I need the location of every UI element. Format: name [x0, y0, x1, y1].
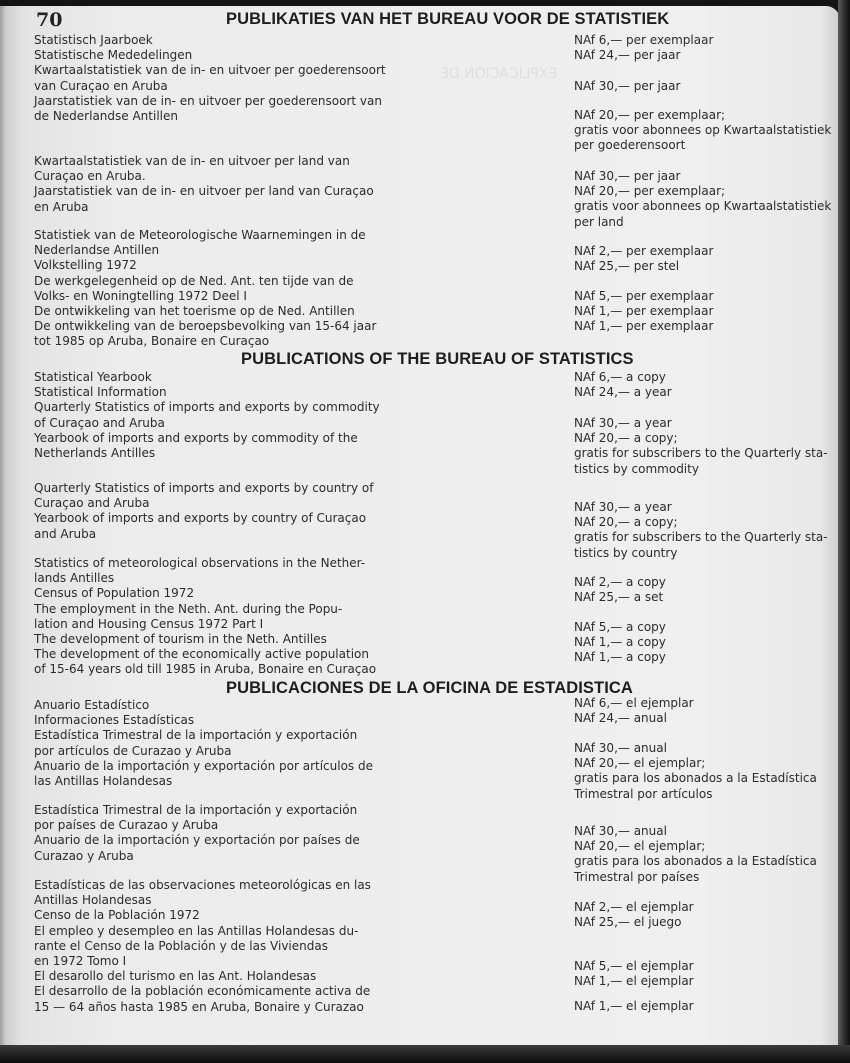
price-line: NAf 24,— anual: [574, 711, 667, 726]
section-title-dutch: PUBLIKATIES VAN HET BUREAU VOOR DE STATISTIEK: [226, 10, 670, 28]
price-note: tistics by commodity: [574, 461, 699, 476]
publication-title: Estadística Trimestral de la importación y exportación: [34, 728, 358, 743]
english-price-block-5: [574, 620, 850, 666]
price-line: NAf 2,— el ejemplar: [574, 900, 694, 914]
price-line: NAf 6,— el ejemplar: [574, 696, 694, 710]
publication-title: en 1972 Tomo I: [34, 953, 127, 968]
publication-title: Netherlands Antilles: [34, 445, 156, 460]
spanish-publication-list-1: [34, 698, 404, 789]
price-line: NAf 24,— per jaar: [574, 48, 681, 63]
price-line: NAf 1,— a copy: [574, 635, 666, 650]
publication-title: of 15-64 years old till 1985 in Aruba, Bonaire en Curaçao: [34, 662, 377, 677]
dutch-price-block-5: [574, 244, 850, 274]
publication-title: Census of Population 1972: [34, 586, 195, 601]
price-line: NAf 30,— per jaar: [574, 79, 681, 93]
publication-title: Statistische Mededelingen: [34, 48, 193, 63]
publication-title: Statistiek van de Meteorologische Waarnemingen in de: [34, 228, 366, 242]
publication-title: lands Antilles: [34, 571, 115, 586]
price-note: tistics by country: [574, 545, 678, 560]
price-line: NAf 5,— a copy: [574, 620, 666, 634]
price-line: NAf 1,— a copy: [574, 650, 666, 665]
publication-title: Statistical Information: [34, 385, 167, 400]
dutch-price-block-1: [574, 33, 850, 63]
publication-title: tot 1985 op Aruba, Bonaire en Curaçao: [34, 334, 270, 349]
price-line: NAf 30,— per jaar: [574, 169, 681, 183]
publication-title: Antillas Holandesas: [34, 893, 152, 908]
spanish-publication-list-3: [34, 878, 404, 1015]
price-line: NAf 1,— el ejemplar: [574, 999, 694, 1013]
publication-title: Volkstelling 1972: [34, 258, 137, 273]
publication-title: El desarrollo de la población económicamente activa de: [34, 984, 371, 999]
price-note: gratis for subscribers to the Quarterly sta-: [574, 446, 828, 461]
spanish-price-block-4: [574, 900, 850, 930]
price-line: NAf 5,— per exemplaar: [574, 289, 714, 303]
price-line: NAf 1,— per exemplaar: [574, 304, 714, 319]
publication-title: Curaçao en Aruba.: [34, 169, 146, 184]
price-note: gratis para los abonados a la Estadística: [574, 771, 817, 786]
price-line: NAf 20,— per exemplaar;: [574, 184, 726, 199]
price-line: NAf 20,— per exemplaar;: [574, 108, 726, 122]
publication-title: Quarterly Statistics of imports and exports by commodity: [34, 400, 380, 415]
price-line: NAf 30,— a year: [574, 416, 672, 430]
publication-title: Censo de la Población 1972: [34, 908, 200, 923]
price-line: NAf 25,— a set: [574, 590, 664, 605]
price-line: NAf 6,— per exemplaar: [574, 33, 714, 47]
publication-title: Informaciones Estadísticas: [34, 713, 195, 728]
english-publication-list-3: [34, 556, 404, 678]
price-note: Trimestral por artículos: [574, 786, 713, 801]
publication-title: 15 — 64 años hasta 1985 en Aruba, Bonaire y Curazao: [34, 999, 364, 1014]
publication-title: por países de Curazao y Aruba: [34, 818, 219, 833]
publication-title: of Curaçao and Aruba: [34, 415, 165, 430]
price-note: gratis for subscribers to the Quarterly sta-: [574, 530, 828, 545]
english-publication-list-1: [34, 370, 404, 461]
price-line: NAf 30,— anual: [574, 824, 667, 838]
english-price-block-3: [574, 500, 850, 561]
publication-title: Anuario de la importación y exportación por países de: [34, 833, 360, 848]
price-line: NAf 1,— per exemplaar: [574, 319, 714, 334]
price-line: NAf 20,— a copy;: [574, 515, 678, 530]
spanish-price-block-3: [574, 824, 850, 885]
publication-title: rante el Censo de la Población y de las Viviendas: [34, 938, 328, 953]
price-line: NAf 25,— per stel: [574, 259, 680, 274]
price-line: NAf 30,— a year: [574, 500, 672, 514]
price-note: per goederensoort: [574, 138, 686, 153]
spanish-price-block-2: [574, 741, 850, 802]
price-note: per land: [574, 214, 624, 229]
publication-title: Kwartaalstatistiek van de in- en uitvoer per land van: [34, 154, 350, 168]
price-line: NAf 20,— a copy;: [574, 431, 678, 446]
english-price-block-2: [574, 416, 850, 477]
publication-title: Quarterly Statistics of imports and exports by country of: [34, 481, 374, 495]
price-line: NAf 5,— el ejemplar: [574, 959, 694, 973]
price-line: NAf 2,— per exemplaar: [574, 244, 714, 258]
publication-title: por artículos de Curazao y Aruba: [34, 743, 232, 758]
spanish-price-block-5: [574, 959, 850, 989]
publication-title: De ontwikkeling van het toerisme op de Ned. Antillen: [34, 303, 355, 318]
dutch-publication-list-1: [34, 33, 404, 124]
book-page: [0, 6, 840, 1048]
publication-title: Curazao y Aruba: [34, 848, 134, 863]
spanish-price-block-1: [574, 696, 850, 726]
publication-title: Anuario de la importación y exportación por artículos de: [34, 758, 373, 773]
publication-title: de Nederlandse Antillen: [34, 108, 178, 123]
price-line: NAf 25,— el juego: [574, 915, 682, 930]
publication-title: van Curaçao en Aruba: [34, 78, 168, 93]
publication-title: The development of the economically active population: [34, 647, 369, 662]
dutch-price-block-3: [574, 108, 850, 154]
price-line: NAf 6,— a copy: [574, 370, 666, 384]
publication-title: El empleo y desempleo en las Antillas Holandesas du-: [34, 923, 359, 938]
publication-title: Curaçao and Aruba: [34, 496, 150, 511]
publication-title: and Aruba: [34, 526, 97, 541]
publication-title: Anuario Estadístico: [34, 698, 150, 712]
price-line: NAf 24,— a year: [574, 385, 672, 400]
price-line: NAf 20,— el ejemplar;: [574, 839, 706, 854]
scan-bottom-edge: [0, 1045, 850, 1063]
bleed-through-text: EXPLICACION DE: [440, 66, 558, 82]
dutch-price-block-6: [574, 289, 850, 335]
publication-title: Volks- en Woningtelling 1972 Deel I: [34, 288, 247, 303]
section-title-spanish: PUBLICACIONES DE LA OFICINA DE ESTADISTICA: [226, 679, 633, 697]
publication-title: Kwartaalstatistiek van de in- en uitvoer per goederensoort: [34, 63, 386, 78]
price-line: NAf 20,— el ejemplar;: [574, 756, 706, 771]
publication-title: lation and Housing Census 1972 Part I: [34, 616, 264, 631]
dutch-price-block-2: [574, 79, 850, 94]
english-publication-list-2: [34, 481, 404, 542]
publication-title: Statistics of meteorological observations in the Nether-: [34, 556, 366, 570]
price-note: Trimestral por países: [574, 869, 700, 884]
publication-title: De ontwikkeling van de beroepsbevolking van 15-64 jaar: [34, 319, 377, 334]
publication-title: El desarollo del turismo en las Ant. Holandesas: [34, 969, 317, 984]
publication-title: Yearbook of imports and exports by commodity of the: [34, 430, 358, 445]
english-price-block-4: [574, 575, 850, 605]
dutch-publication-list-2: [34, 154, 404, 215]
price-line: NAf 1,— el ejemplar: [574, 974, 694, 989]
price-note: gratis voor abonnees op Kwartaalstatistiek: [574, 199, 832, 214]
dutch-price-block-4: [574, 169, 850, 230]
publication-title: Statistical Yearbook: [34, 370, 152, 384]
publication-title: Jaarstatistiek van de in- en uitvoer per goederensoort van: [34, 93, 382, 108]
publication-title: las Antillas Holandesas: [34, 773, 173, 788]
publication-title: Yearbook of imports and exports by country of Curaçao: [34, 511, 367, 526]
publication-title: Nederlandse Antillen: [34, 243, 160, 258]
publication-title: The employment in the Neth. Ant. during the Popu-: [34, 601, 343, 616]
publication-title: Statistisch Jaarboek: [34, 33, 153, 47]
publication-title: Jaarstatistiek van de in- en uitvoer per land van Curaçao: [34, 184, 374, 199]
publication-title: Estadística Trimestral de la importación y exportación: [34, 803, 358, 817]
spanish-publication-list-2: [34, 803, 404, 864]
section-title-english: PUBLICATIONS OF THE BUREAU OF STATISTICS: [241, 350, 634, 368]
spanish-price-block-6: [574, 999, 850, 1014]
book-spine-shadow: [838, 0, 850, 1063]
publication-title: The development of tourism in the Neth. Antilles: [34, 631, 327, 646]
publication-title: Estadísticas de las observaciones meteorológicas en las: [34, 878, 371, 892]
english-price-block-1: [574, 370, 850, 400]
price-line: NAf 2,— a copy: [574, 575, 666, 589]
price-line: NAf 30,— anual: [574, 741, 667, 755]
price-note: gratis para los abonados a la Estadística: [574, 854, 817, 869]
publication-title: De werkgelegenheid op de Ned. Ant. ten tijde van de: [34, 273, 354, 288]
publication-title: en Aruba: [34, 199, 89, 214]
dutch-publication-list-3: [34, 228, 404, 350]
page-number: 70: [36, 9, 63, 31]
price-note: gratis voor abonnees op Kwartaalstatistiek: [574, 123, 832, 138]
